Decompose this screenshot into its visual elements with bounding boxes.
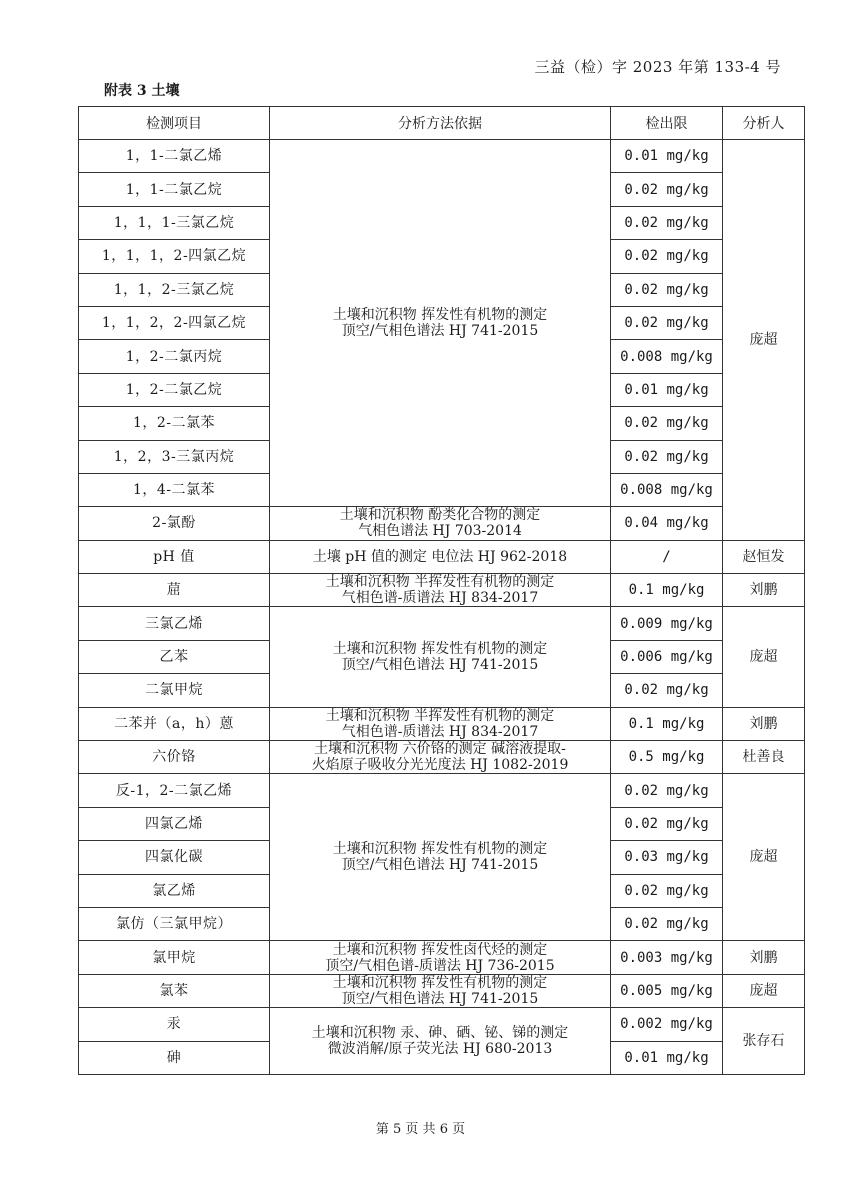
limit-cell: 0.009 mg/kg [611, 607, 723, 640]
limit-cell: 0.02 mg/kg [611, 407, 723, 440]
limit-cell: 0.02 mg/kg [611, 206, 723, 239]
limit-cell: 0.02 mg/kg [611, 173, 723, 206]
item-cell: 1，1，1，2-四氯乙烷 [79, 240, 270, 273]
item-cell: 四氯化碳 [79, 841, 270, 874]
item-cell: 六价铬 [79, 741, 270, 774]
item-cell: 1，1-二氯乙烯 [79, 140, 270, 173]
table-row [79, 540, 805, 573]
header-method: 分析方法依据 [270, 107, 611, 140]
limit-cell: 0.5 mg/kg [611, 741, 723, 774]
method-cell: 土壤和沉积物 挥发性有机物的测定 顶空/气相色谱法 HJ 741-2015 [270, 607, 611, 707]
item-cell: 1，1-二氯乙烷 [79, 173, 270, 206]
limit-cell: 0.01 mg/kg [611, 373, 723, 406]
document-number: 三益（检）字 2023 年第 133-4 号 [534, 58, 781, 76]
soil-analysis-table [78, 106, 805, 1075]
table-row [79, 607, 805, 640]
item-cell: 1，2，3-三氯丙烷 [79, 440, 270, 473]
item-cell: 二苯并（a，h）蒽 [79, 707, 270, 740]
limit-cell: 0.02 mg/kg [611, 440, 723, 473]
analyst-cell: 庞超 [723, 140, 805, 541]
limit-cell: 0.1 mg/kg [611, 574, 723, 607]
limit-cell: 0.02 mg/kg [611, 306, 723, 339]
limit-cell: 0.008 mg/kg [611, 473, 723, 506]
item-cell: 1，1，1-三氯乙烷 [79, 206, 270, 239]
header-analyst: 分析人 [723, 107, 805, 140]
item-cell: 三氯乙烯 [79, 607, 270, 640]
item-cell: 氯仿（三氯甲烷） [79, 907, 270, 940]
limit-cell: 0.02 mg/kg [611, 907, 723, 940]
analyst-cell: 庞超 [723, 607, 805, 707]
table-row [79, 741, 805, 774]
method-cell: 土壤和沉积物 半挥发性有机物的测定 气相色谱-质谱法 HJ 834-2017 [270, 574, 611, 607]
analyst-cell: 刘鹏 [723, 574, 805, 607]
analyst-cell: 赵恒发 [723, 540, 805, 573]
item-cell: 2-氯酚 [79, 507, 270, 540]
method-cell: 土壤和沉积物 挥发性卤代烃的测定 顶空/气相色谱-质谱法 HJ 736-2015 [270, 941, 611, 974]
method-cell: 土壤和沉积物 六价铬的测定 碱溶液提取- 火焰原子吸收分光光度法 HJ 1082-2019 [270, 741, 611, 774]
analyst-cell: 张存石 [723, 1008, 805, 1075]
item-cell: 1，2-二氯苯 [79, 407, 270, 440]
item-cell: 反-1，2-二氯乙烯 [79, 774, 270, 807]
table-header-row [79, 107, 805, 140]
page-number: 第 5 页 共 6 页 [375, 1122, 466, 1137]
limit-cell: / [611, 540, 723, 573]
header-limit: 检出限 [611, 107, 723, 140]
item-cell: 1，4-二氯苯 [79, 473, 270, 506]
limit-cell: 0.02 mg/kg [611, 674, 723, 707]
table-row [79, 140, 805, 173]
table-row [79, 707, 805, 740]
item-cell: 1，1，2，2-四氯乙烷 [79, 306, 270, 339]
table-row [79, 574, 805, 607]
analyst-cell: 庞超 [723, 974, 805, 1007]
limit-cell: 0.008 mg/kg [611, 340, 723, 373]
item-cell: pH 值 [79, 540, 270, 573]
limit-cell: 0.04 mg/kg [611, 507, 723, 540]
method-cell: 土壤和沉积物 半挥发性有机物的测定 气相色谱-质谱法 HJ 834-2017 [270, 707, 611, 740]
table-row [79, 774, 805, 807]
method-cell: 土壤和沉积物 汞、砷、硒、铋、锑的测定 微波消解/原子荧光法 HJ 680-2013 [270, 1008, 611, 1075]
analyst-cell: 刘鹏 [723, 941, 805, 974]
limit-cell: 0.01 mg/kg [611, 1041, 723, 1074]
item-cell: 二氯甲烷 [79, 674, 270, 707]
analyst-cell: 庞超 [723, 774, 805, 941]
item-cell: 汞 [79, 1008, 270, 1041]
method-cell: 土壤和沉积物 挥发性有机物的测定 顶空/气相色谱法 HJ 741-2015 [270, 974, 611, 1007]
limit-cell: 0.02 mg/kg [611, 273, 723, 306]
item-cell: 氯苯 [79, 974, 270, 1007]
limit-cell: 0.02 mg/kg [611, 774, 723, 807]
item-cell: 䓛 [79, 574, 270, 607]
item-cell: 乙苯 [79, 640, 270, 673]
header-item: 检测项目 [79, 107, 270, 140]
limit-cell: 0.1 mg/kg [611, 707, 723, 740]
limit-cell: 0.01 mg/kg [611, 140, 723, 173]
limit-cell: 0.002 mg/kg [611, 1008, 723, 1041]
limit-cell: 0.003 mg/kg [611, 941, 723, 974]
limit-cell: 0.005 mg/kg [611, 974, 723, 1007]
table-title: 附表 3 土壤 [104, 83, 180, 99]
method-cell: 土壤 pH 值的测定 电位法 HJ 962-2018 [270, 540, 611, 573]
limit-cell: 0.02 mg/kg [611, 240, 723, 273]
item-cell: 氯乙烯 [79, 874, 270, 907]
item-cell: 1，1，2-三氯乙烷 [79, 273, 270, 306]
limit-cell: 0.03 mg/kg [611, 841, 723, 874]
limit-cell: 0.02 mg/kg [611, 874, 723, 907]
limit-cell: 0.02 mg/kg [611, 807, 723, 840]
item-cell: 四氯乙烯 [79, 807, 270, 840]
analyst-cell: 刘鹏 [723, 707, 805, 740]
table-row [79, 507, 805, 540]
method-cell: 土壤和沉积物 挥发性有机物的测定 顶空/气相色谱法 HJ 741-2015 [270, 140, 611, 507]
table-row [79, 1008, 805, 1041]
analyst-cell: 杜善良 [723, 741, 805, 774]
method-cell: 土壤和沉积物 酚类化合物的测定 气相色谱法 HJ 703-2014 [270, 507, 611, 540]
table-row [79, 974, 805, 1007]
item-cell: 1，2-二氯乙烷 [79, 373, 270, 406]
table-row [79, 941, 805, 974]
item-cell: 砷 [79, 1041, 270, 1074]
limit-cell: 0.006 mg/kg [611, 640, 723, 673]
item-cell: 1，2-二氯丙烷 [79, 340, 270, 373]
item-cell: 氯甲烷 [79, 941, 270, 974]
method-cell: 土壤和沉积物 挥发性有机物的测定 顶空/气相色谱法 HJ 741-2015 [270, 774, 611, 941]
